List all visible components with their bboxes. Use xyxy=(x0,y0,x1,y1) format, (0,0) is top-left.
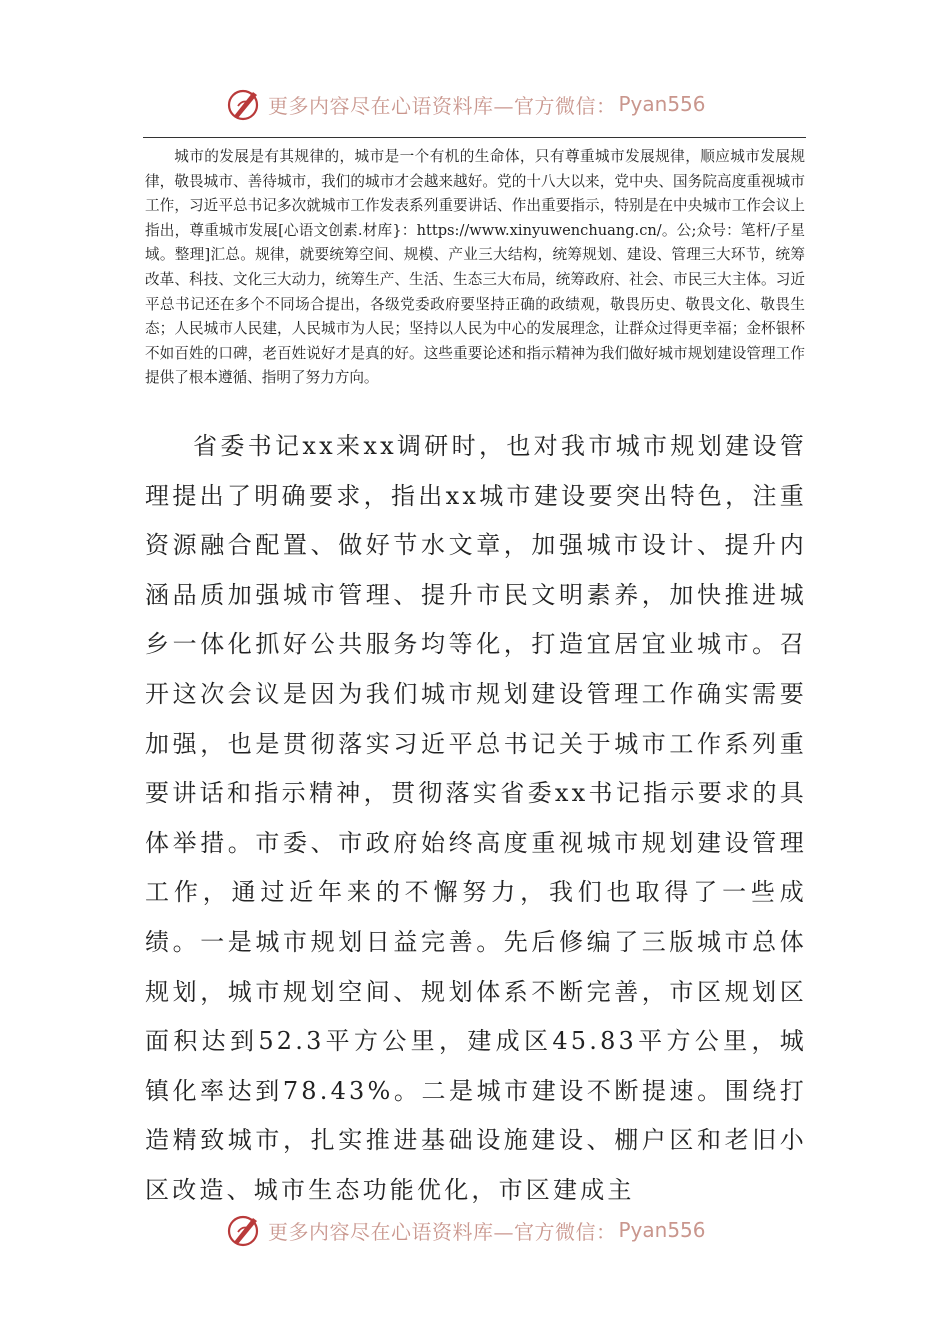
header-banner xyxy=(226,84,726,124)
header-banner-text: 更多内容尽在心语资料库—官方微信： xyxy=(268,93,617,118)
main-paragraph: 省委书记xx来xx调研时，也对我市城市规划建设管理提出了明确要求，指出xx城市建设要突出特色，注重资源融合配置、做好节水文章，加强城市设计、提升内涵品质加强城市管理、提升市民文明素养，加快推进城乡一体化抓好公共服务均等化，打造宜居宜业城市。召开这次会议是因为我们城市规划建设管理工作确实需要加强，也是贯彻落实习近平总书记关于城市工作系列重要讲话和指示精神，贯彻落实省委xx书记指示要求的具体举措。市委、市政府始终高度重视城市规划建设管理工作，通过近年来的不懈努力，我们也取得了一些成绩。一是城市规划日益完善。先后修编了三版城市总体规划，城市规划空间、规划体系不断完善，市区规划区面积达到52.3平方公里，建成区45.83平方公里，城镇化率达到78.43%。二是城市建设不断提速。围绕打造精致城市，扎实推进基础设施建设、棚户区和老旧小区改造、城市生态功能优化，市区建成主 xyxy=(145,432,807,1204)
header-banner-handle: Pyan556 xyxy=(618,92,706,116)
header-divider xyxy=(143,137,806,138)
pen-logo-icon xyxy=(226,86,262,122)
intro-paragraph: 城市的发展是有其规律的，城市是一个有机的生命体，只有尊重城市发展规律，顺应城市发展规律，敬畏城市、善待城市，我们的城市才会越来越好。党的十八大以来，党中央、国务院高度重视城市工作，习近平总书记多次就城市工作发表系列重要讲话、作出重要指示，特别是在中央城市工作会议上指出，尊重城市发展[心语文创素.材库}：https://www.xinyuwenchuang.cn/。公;众号：笔杆/子星域。整理]汇总。规律，就要统筹空间、规模、产业三大结构，统筹规划、建设、管理三大环节，统筹改革、科技、文化三大动力，统筹生产、生活、生态三大布局，统筹政府、社会、市民三大主体。习近平总书记还在多个不同场合提出，各级党委政府要坚持正确的政绩观，敬畏历史、敬畏文化、敬畏生态；人民城市人民建，人民城市为人民；坚持以人民为中心的发展理念，让群众过得更幸福；金杯银杯不如百姓的口碑，老百姓说好才是真的好。这些重要论述和指示精神为我们做好城市规划建设管理工作提供了根本遵循、指明了努力方向。 xyxy=(145,148,805,387)
footer-banner xyxy=(226,1210,726,1250)
footer-banner-handle: Pyan556 xyxy=(618,1218,706,1242)
pen-logo-icon xyxy=(226,1212,262,1248)
footer-banner-text: 更多内容尽在心语资料库—官方微信： xyxy=(268,1219,617,1244)
